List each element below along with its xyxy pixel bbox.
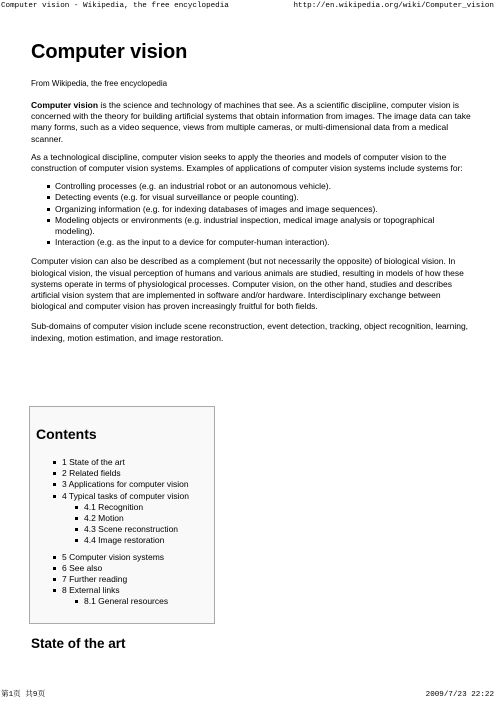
toc-link[interactable]: 2 Related fields xyxy=(62,468,121,479)
square-bullet-icon xyxy=(75,539,78,542)
print-header-url: http://en.wikipedia.org/wiki/Computer_vision xyxy=(293,2,494,10)
square-bullet-icon xyxy=(53,495,56,498)
list-item xyxy=(47,215,471,237)
print-timestamp: 2009/7/23 22:22 xyxy=(425,691,494,699)
toc-sublist-container xyxy=(53,502,213,547)
square-bullet-icon xyxy=(53,472,56,475)
toc-link[interactable]: 4.2 Motion xyxy=(84,513,124,524)
square-bullet-icon xyxy=(53,461,56,464)
toc-link[interactable]: 4.4 Image restoration xyxy=(84,535,165,546)
print-header xyxy=(0,0,496,12)
list-item xyxy=(47,204,471,215)
article-body xyxy=(31,40,471,344)
toc-item-7[interactable] xyxy=(53,574,213,585)
square-bullet-icon xyxy=(53,578,56,581)
toc-item-3[interactable] xyxy=(53,479,213,490)
toc-link[interactable]: 4 Typical tasks of computer vision xyxy=(62,490,189,501)
square-bullet-icon xyxy=(53,483,56,486)
square-bullet-icon xyxy=(47,196,50,199)
toc-item-4-2[interactable] xyxy=(75,513,213,524)
toc-item-4-3[interactable] xyxy=(75,524,213,535)
toc-sublist-8 xyxy=(75,596,213,607)
square-bullet-icon xyxy=(47,185,50,188)
toc-item-2[interactable] xyxy=(53,468,213,479)
paragraph-3: Computer vision can also be described as a complement (but not necessarily the opposite) of biological vision. In biological vision, the visual perception of humans and various animals are studied, resulting in models of how these systems operate in terms of physiological processes. Computer vision, on the other hand, studies and describes artificial vision system that are implemented in software and/or hardware. Interdisciplinary exchange between biological and computer vision has proven increasingly fruitful for both fields. xyxy=(31,256,464,312)
applications-list xyxy=(47,181,471,248)
toc-item-4[interactable] xyxy=(53,491,213,502)
toc-item-6[interactable] xyxy=(53,563,213,574)
square-bullet-icon xyxy=(53,567,56,570)
square-bullet-icon xyxy=(75,506,78,509)
square-bullet-icon xyxy=(75,517,78,520)
toc-item-4-4[interactable] xyxy=(75,535,213,546)
square-bullet-icon xyxy=(47,241,50,244)
table-of-contents xyxy=(29,406,215,624)
toc-link[interactable]: 3 Applications for computer vision xyxy=(62,479,189,490)
toc-item-5[interactable] xyxy=(53,552,213,563)
list-item-text: Controlling processes (e.g. an industrial robot or an autonomous vehicle). xyxy=(55,181,331,192)
section-heading: State of the art xyxy=(31,636,126,651)
toc-link[interactable]: 4.1 Recognition xyxy=(84,501,144,512)
list-item-text: Modeling objects or environments (e.g. industrial inspection, medical image analysis or topographical modeling). xyxy=(55,214,435,237)
list-item xyxy=(47,192,471,203)
toc-item-4-1[interactable] xyxy=(75,502,213,513)
list-item-text: Interaction (e.g. as the input to a device for computer-human interaction). xyxy=(55,237,330,248)
list-item xyxy=(47,237,471,248)
square-bullet-icon xyxy=(53,556,56,559)
square-bullet-icon xyxy=(75,600,78,603)
toc-link[interactable]: 1 State of the art xyxy=(62,457,125,467)
list-item-text: Organizing information (e.g. for indexing databases of images and image sequences). xyxy=(55,203,378,214)
print-footer xyxy=(0,689,496,701)
site-subtitle: From Wikipedia, the free encyclopedia xyxy=(31,79,168,88)
toc-title: Contents xyxy=(36,426,97,442)
paragraph-4: Sub-domains of computer vision include scene reconstruction, event detection, tracking, object recognition, learning, indexing, motion estimation, and image restoration. xyxy=(31,321,469,343)
toc-sublist-4 xyxy=(75,502,213,547)
list-item-text: Detecting events (e.g. for visual surveillance or people counting). xyxy=(55,192,299,203)
toc-item-1[interactable] xyxy=(53,457,213,468)
toc-item-8[interactable] xyxy=(53,585,213,596)
toc-link[interactable]: 5 Computer vision systems xyxy=(62,551,165,562)
page-counter: 第1页 共9页 xyxy=(1,691,46,699)
intro-paragraph-1 xyxy=(31,100,471,145)
square-bullet-icon xyxy=(75,528,78,531)
square-bullet-icon xyxy=(47,219,50,222)
toc-item-8-1[interactable] xyxy=(75,596,213,607)
toc-link[interactable]: 8.1 General resources xyxy=(84,596,169,607)
square-bullet-icon xyxy=(47,208,50,211)
intro-paragraph-1-text: is the science and technology of machines that see. As a scientific discipline, computer vision is concerned with the theory for building artificial systems that obtain information from images. The image data can take many forms, such as a video sequence, views from multiple cameras, or multi-dimensional data from a medical scanner. xyxy=(31,100,471,144)
page-title: Computer vision xyxy=(31,41,188,63)
toc-link[interactable]: 4.3 Scene reconstruction xyxy=(84,524,179,535)
square-bullet-icon xyxy=(53,589,56,592)
toc-list xyxy=(53,457,213,608)
toc-sublist-container xyxy=(53,596,213,607)
intro-paragraph-2: As a technological discipline, computer vision seeks to apply the theories and models of computer vision to the construction of computer vision systems. Examples of applications of computer vision systems include systems for: xyxy=(31,151,463,174)
toc-link[interactable]: 8 External links xyxy=(62,585,120,596)
term-bold: Computer vision xyxy=(31,100,99,110)
toc-link[interactable]: 7 Further reading xyxy=(62,574,128,585)
print-header-title: Computer vision - Wikipedia, the free encyclopedia xyxy=(1,2,229,10)
list-item xyxy=(47,181,471,192)
toc-link[interactable]: 6 See also xyxy=(62,562,103,573)
